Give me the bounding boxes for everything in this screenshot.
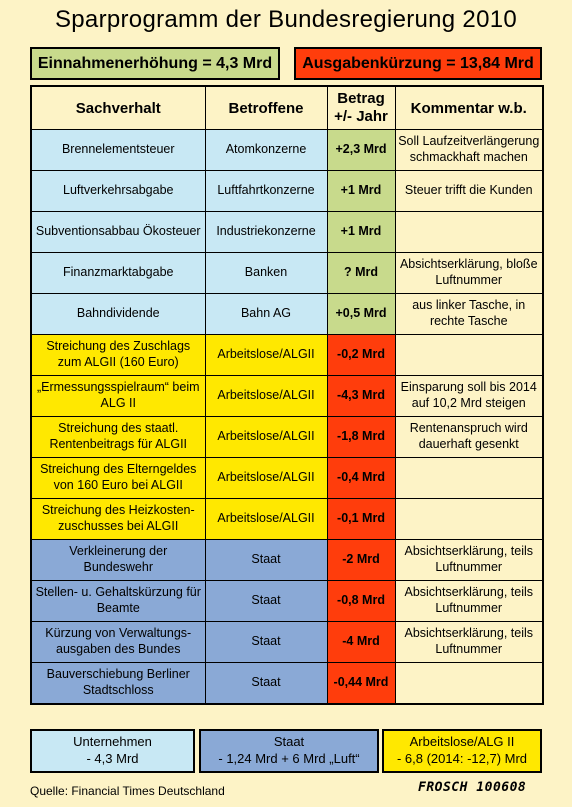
kommentar-cell: Absichtserklärung, teils Luftnummer bbox=[395, 540, 543, 581]
betrag-cell: +1 Mrd bbox=[327, 212, 395, 253]
betroffene-cell: Arbeitslose/ALGII bbox=[205, 499, 327, 540]
table-row bbox=[31, 212, 543, 253]
table-row bbox=[31, 376, 543, 417]
betroffene-cell: Staat bbox=[205, 663, 327, 705]
table-row bbox=[31, 335, 543, 376]
kommentar-cell bbox=[395, 212, 543, 253]
betrag-cell: -4 Mrd bbox=[327, 622, 395, 663]
betrag-cell: +0,5 Mrd bbox=[327, 294, 395, 335]
header-betroffene: Betroffene bbox=[205, 86, 327, 130]
einnahmen-box: Einnahmenerhöhung = 4,3 Mrd bbox=[30, 47, 280, 80]
table-row bbox=[31, 294, 543, 335]
sachverhalt-cell: Brennelementsteuer bbox=[31, 130, 205, 171]
sachverhalt-cell: Streichung des staatl. Rentenbeitrags für ALGII bbox=[31, 417, 205, 458]
table-row bbox=[31, 253, 543, 294]
betroffene-cell: Arbeitslose/ALGII bbox=[205, 376, 327, 417]
table-row bbox=[31, 499, 543, 540]
betrag-cell: ? Mrd bbox=[327, 253, 395, 294]
kommentar-cell: Steuer trifft die Kunden bbox=[395, 171, 543, 212]
summary-staat-label: Staat bbox=[273, 734, 305, 750]
sachverhalt-cell: Streichung des Heizkosten-zuschusses bei ALGII bbox=[31, 499, 205, 540]
table-row bbox=[31, 540, 543, 581]
betroffene-cell: Luftfahrtkonzerne bbox=[205, 171, 327, 212]
table-row bbox=[31, 622, 543, 663]
table-body bbox=[31, 130, 543, 705]
table-row bbox=[31, 663, 543, 705]
table-row bbox=[31, 581, 543, 622]
source-note: Quelle: Financial Times Deutschland bbox=[30, 784, 225, 798]
betroffene-cell: Staat bbox=[205, 622, 327, 663]
kommentar-cell: Einsparung soll bis 2014 auf 10,2 Mrd steigen bbox=[395, 376, 543, 417]
sachverhalt-cell: Stellen- u. Gehaltskürzung für Beamte bbox=[31, 581, 205, 622]
betrag-cell: -2 Mrd bbox=[327, 540, 395, 581]
kommentar-cell: Absichtserklärung, teils Luftnummer bbox=[395, 581, 543, 622]
summary-arbeitslose bbox=[382, 729, 542, 773]
sachverhalt-cell: Bahndividende bbox=[31, 294, 205, 335]
betrag-cell: -0,8 Mrd bbox=[327, 581, 395, 622]
kommentar-cell: Absichtserklärung, bloße Luftnummer bbox=[395, 253, 543, 294]
sachverhalt-cell: Subventionsabbau Ökosteuer bbox=[31, 212, 205, 253]
kommentar-cell bbox=[395, 335, 543, 376]
sachverhalt-cell: Luftverkehrsabgabe bbox=[31, 171, 205, 212]
sachverhalt-cell: Finanzmarktabgabe bbox=[31, 253, 205, 294]
sachverhalt-cell: Bauverschiebung Berliner Stadtschloss bbox=[31, 663, 205, 705]
betrag-cell: -1,8 Mrd bbox=[327, 417, 395, 458]
table-row bbox=[31, 130, 543, 171]
header-sachverhalt: Sachverhalt bbox=[31, 86, 205, 130]
betrag-cell: -4,3 Mrd bbox=[327, 376, 395, 417]
betroffene-cell: Staat bbox=[205, 540, 327, 581]
betroffene-cell: Bahn AG bbox=[205, 294, 327, 335]
savings-table bbox=[30, 85, 544, 705]
sachverhalt-cell: Streichung des Elterngeldes von 160 Euro bei ALGII bbox=[31, 458, 205, 499]
artist-signature: FROSCH 100608 bbox=[418, 780, 527, 795]
kommentar-cell: Soll Laufzeitverlängerung schmackhaft machen bbox=[395, 130, 543, 171]
betroffene-cell: Arbeitslose/ALGII bbox=[205, 417, 327, 458]
table-row bbox=[31, 171, 543, 212]
sachverhalt-cell: Verkleinerung der Bundeswehr bbox=[31, 540, 205, 581]
kommentar-cell: Absichtserklärung, teils Luftnummer bbox=[395, 622, 543, 663]
betroffene-cell: Arbeitslose/ALGII bbox=[205, 335, 327, 376]
summary-unternehmen bbox=[30, 729, 195, 773]
summary-arbeitslose-value: - 6,8 (2014: -12,7) Mrd bbox=[396, 751, 528, 766]
sachverhalt-cell: Streichung des Zuschlags zum ALGII (160 Euro) bbox=[31, 335, 205, 376]
betrag-cell: -0,44 Mrd bbox=[327, 663, 395, 705]
kommentar-cell bbox=[395, 663, 543, 705]
summary-unternehmen-label: Unternehmen bbox=[73, 734, 152, 750]
summary-staat-value: - 1,24 Mrd + 6 Mrd „Luft“ bbox=[218, 751, 360, 766]
sachverhalt-cell: „Ermessungsspielraum“ beim ALG II bbox=[31, 376, 205, 417]
betrag-cell: -0,1 Mrd bbox=[327, 499, 395, 540]
summary-arbeitslose-label: Arbeitslose/ALG II bbox=[409, 734, 515, 750]
table-row bbox=[31, 458, 543, 499]
ausgaben-box: Ausgabenkürzung = 13,84 Mrd bbox=[294, 47, 542, 80]
header-betrag: Betrag +/- Jahr bbox=[327, 86, 395, 130]
table-header-row bbox=[31, 86, 543, 130]
betroffene-cell: Banken bbox=[205, 253, 327, 294]
header-kommentar: Kommentar w.b. bbox=[395, 86, 543, 130]
kommentar-cell bbox=[395, 458, 543, 499]
summary-unternehmen-value: - 4,3 Mrd bbox=[86, 751, 139, 766]
betroffene-cell: Arbeitslose/ALGII bbox=[205, 458, 327, 499]
table-row bbox=[31, 417, 543, 458]
kommentar-cell bbox=[395, 499, 543, 540]
summary-staat bbox=[199, 729, 379, 773]
page-title: Sparprogramm der Bundesregierung 2010 bbox=[54, 6, 518, 33]
betrag-cell: -0,2 Mrd bbox=[327, 335, 395, 376]
betroffene-cell: Atomkonzerne bbox=[205, 130, 327, 171]
betrag-cell: -0,4 Mrd bbox=[327, 458, 395, 499]
kommentar-cell: aus linker Tasche, in rechte Tasche bbox=[395, 294, 543, 335]
betroffene-cell: Industriekonzerne bbox=[205, 212, 327, 253]
sachverhalt-cell: Kürzung von Verwaltungs-ausgaben des Bundes bbox=[31, 622, 205, 663]
betroffene-cell: Staat bbox=[205, 581, 327, 622]
betrag-cell: +2,3 Mrd bbox=[327, 130, 395, 171]
kommentar-cell: Rentenanspruch wird dauerhaft gesenkt bbox=[395, 417, 543, 458]
betrag-cell: +1 Mrd bbox=[327, 171, 395, 212]
